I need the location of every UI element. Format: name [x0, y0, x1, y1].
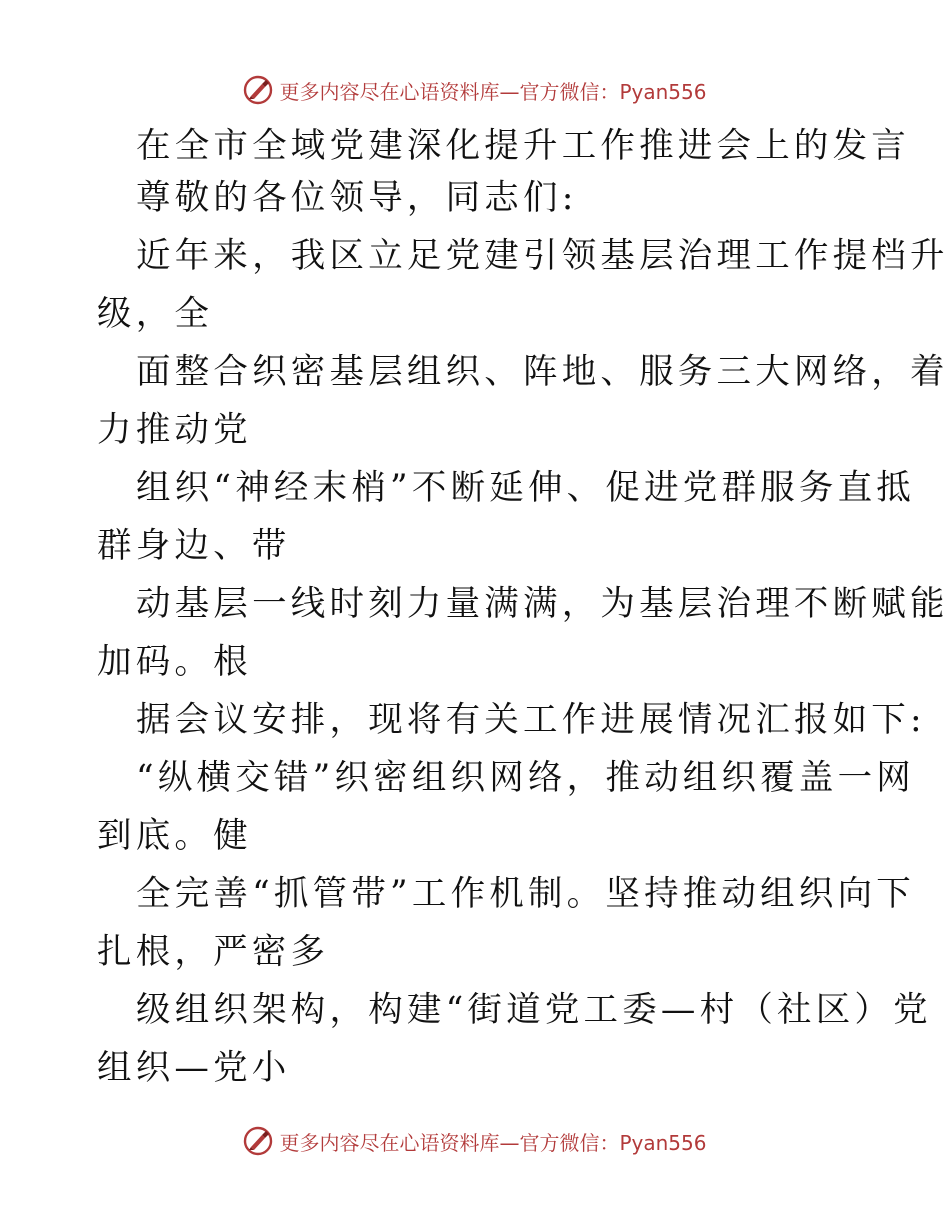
document-body — [97, 124, 949, 1104]
text-line: 到底。健 — [97, 816, 252, 856]
text-line: 尊敬的各位领导，同志们: — [136, 178, 578, 218]
document-title: 在全市全域党建深化提升工作推进会上的发言 — [136, 126, 910, 166]
text-line: 群身边、带 — [97, 526, 291, 566]
text-line: 动基层一线时刻力量满满，为基层治理不断赋能 — [136, 584, 949, 624]
watermark-text: 更多内容尽在心语资料库—官方微信：Pyan556 — [279, 1130, 707, 1155]
text-line: 近年来，我区立足党建引领基层治理工作提档升 — [136, 236, 949, 276]
footer-watermark — [0, 1121, 950, 1161]
text-line: “纵横交错”织密组织网络，推动组织覆盖一网 — [136, 758, 915, 798]
text-line: 面整合织密基层组织、阵地、服务三大网络，着 — [136, 352, 949, 392]
watermark-text: 更多内容尽在心语资料库—官方微信：Pyan556 — [279, 79, 707, 104]
text-line: 级，全 — [97, 294, 214, 334]
pen-logo-icon — [243, 1126, 273, 1156]
text-line: 级组织架构，构建“街道党工委—村（社区）党 — [136, 990, 932, 1030]
header-watermark — [0, 70, 950, 110]
pen-logo-icon — [243, 75, 273, 105]
text-line: 力推动党 — [97, 410, 252, 450]
text-line: 据会议安排，现将有关工作进展情况汇报如下: — [136, 700, 926, 740]
text-line: 组织“神经末梢”不断延伸、促进党群服务直抵 — [136, 468, 915, 508]
text-line: 组织—党小 — [97, 1048, 291, 1088]
text-line: 扎根，严密多 — [97, 932, 330, 972]
text-line: 加码。根 — [97, 642, 252, 682]
text-line: 全完善“抓管带”工作机制。坚持推动组织向下 — [136, 874, 915, 914]
